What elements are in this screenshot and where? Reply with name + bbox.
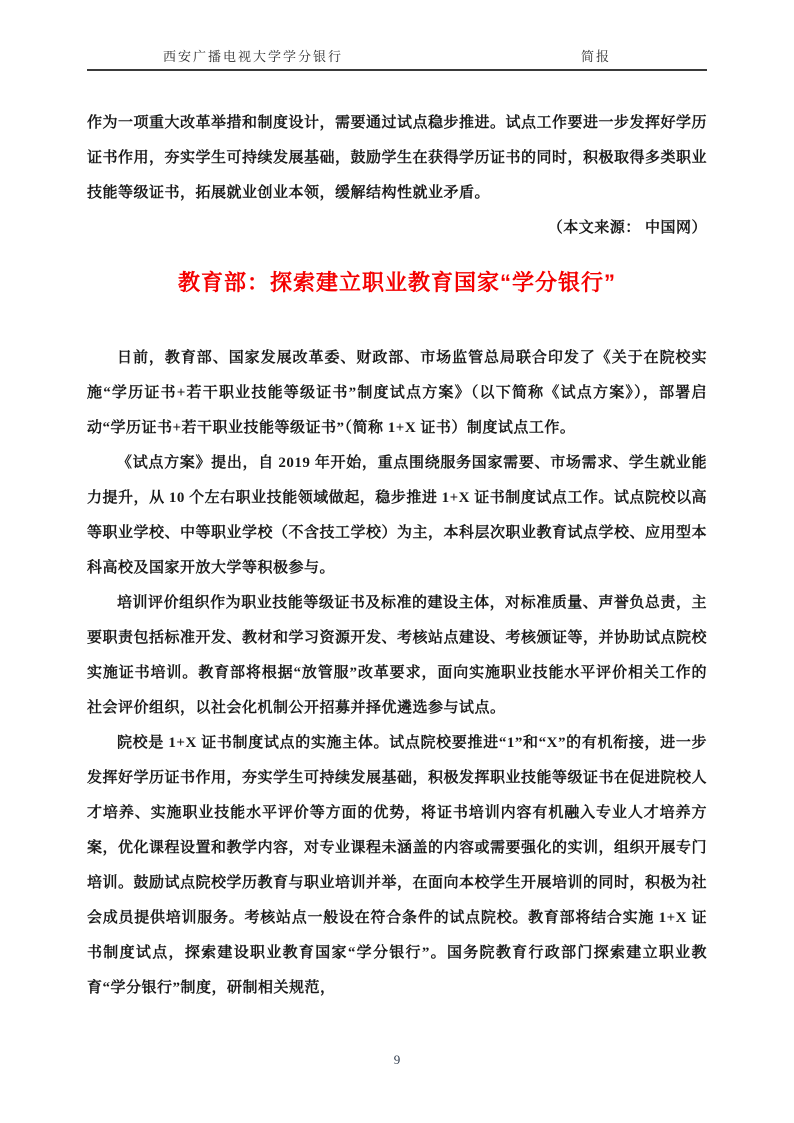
article-paragraph-3: 培训评价组织作为职业技能等级证书及标准的建设主体，对标准质量、声誉负总责，主要职责包括标准开发、教材和学习资源开发、考核站点建设、考核颁证等，并协助试点院校实施证书培训。教育部将根据“放管服”改革要求，面向实施职业技能水平评价相关工作的社会评价组织，以社会化机制公开招募并择优遴选参与试点。	[87, 595, 708, 716]
article-body	[87, 341, 707, 1006]
running-header	[87, 0, 707, 71]
header-doc-type: 简报	[580, 49, 611, 64]
page-number: 9	[393, 1052, 401, 1067]
page-body	[87, 106, 707, 1006]
page-footer	[0, 1052, 794, 1068]
article-paragraph-1: 日前，教育部、国家发展改革委、财政部、市场监管总局联合印发了《关于在院校实施“学历证书+若干职业技能等级证书”制度试点方案》（以下简称《试点方案》），部署启动“学历证书+若干职业技能等级证书”（简称 1+X 证书）制度试点工作。	[87, 350, 707, 436]
previous-article-paragraph: 作为一项重大改革举措和制度设计，需要通过试点稳步推进。试点工作要进一步发挥好学历证书作用，夯实学生可持续发展基础，鼓励学生在获得学历证书的同时，积极取得多类职业技能等级证书，拓展就业创业本领，缓解结构性就业矛盾。	[87, 115, 708, 201]
article-paragraph-4: 院校是 1+X 证书制度试点的实施主体。试点院校要推进“1”和“X”的有机衔接，进一步发挥好学历证书作用，夯实学生可持续发展基础，积极发挥职业技能等级证书在促进院校人才培养、实施职业技能水平评价等方面的优势，将证书培训内容有机融入专业人才培养方案，优化课程设置和教学内容，对专业课程未涵盖的内容或需要强化的实训，组织开展专门培训。鼓励试点院校学历教育与职业培训并举，在面向本校学生开展培训的同时，积极为社会成员提供培训服务。考核站点一般设在符合条件的试点院校。教育部将结合实施 1+X 证书制度试点，探索建设职业教育国家“学分银行”。国务院教育行政部门探索建立职业教育“学分银行”制度，研制相关规范，	[87, 735, 708, 996]
header-title: 西安广播电视大学学分银行	[163, 49, 344, 64]
article-title: 教育部：探索建立职业教育国家“学分银行”	[177, 270, 616, 295]
article-paragraph-2: 《试点方案》提出，自 2019 年开始，重点围绕服务国家需要、市场需求、学生就业能力提升，从 10 个左右职业技能领域做起，稳步推进 1+X 证书制度试点工作。试点院校以高等职业学校、中等职业学校（不含技工学校）为主，本科层次职业教育试点学校、应用型本科高校及国家开放大学等积极参与。	[87, 455, 708, 576]
source-attribution: （本文来源： 中国网）	[547, 220, 707, 236]
